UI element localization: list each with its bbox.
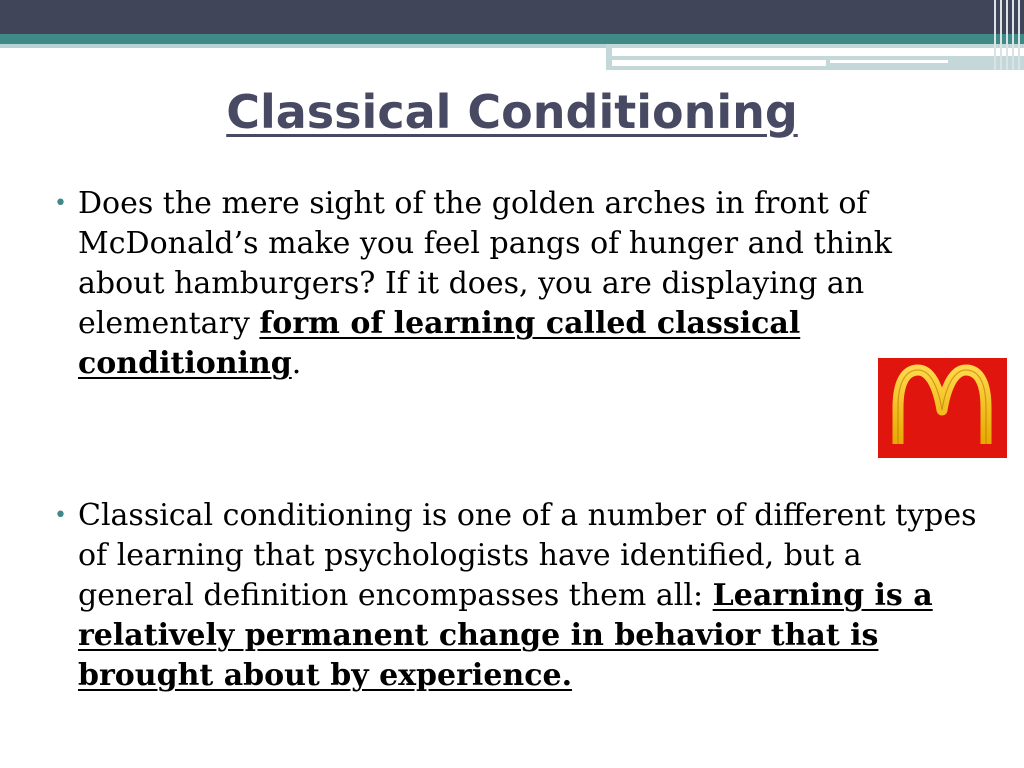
top-band-right-line [612, 48, 1024, 56]
top-band-right-line [612, 60, 826, 66]
bullet-text: Classical conditioning is one of a number of different types of learning that psychologists have identified, but a general definition encompasses them all: [78, 498, 977, 613]
bullet-emphasis: form of learning called classical conditioning [78, 306, 801, 381]
bullet-text-end: . [291, 346, 302, 381]
top-band-light [0, 44, 606, 48]
slide-body [48, 184, 977, 696]
bullet-item [48, 496, 978, 696]
decorative-stripes [990, 0, 1024, 70]
top-band-teal [0, 34, 1024, 44]
top-band-right-line [830, 60, 948, 63]
top-band-dark [0, 0, 1024, 34]
bullet-item [48, 184, 958, 384]
slide-title: Classical Conditioning [226, 85, 798, 139]
bullet-icon: • [54, 503, 67, 528]
mcdonalds-golden-arches-icon [878, 358, 1007, 458]
bullet-text: Does the mere sight of the golden arches in front of McDonald’s make you feel pangs of hunger and think about hamburgers? If it does, you are displaying an elementary [78, 186, 892, 341]
bullet-emphasis: Learning is a relatively permanent change in behavior that is brought about by experience. [78, 578, 933, 693]
bullet-icon: • [54, 191, 67, 216]
